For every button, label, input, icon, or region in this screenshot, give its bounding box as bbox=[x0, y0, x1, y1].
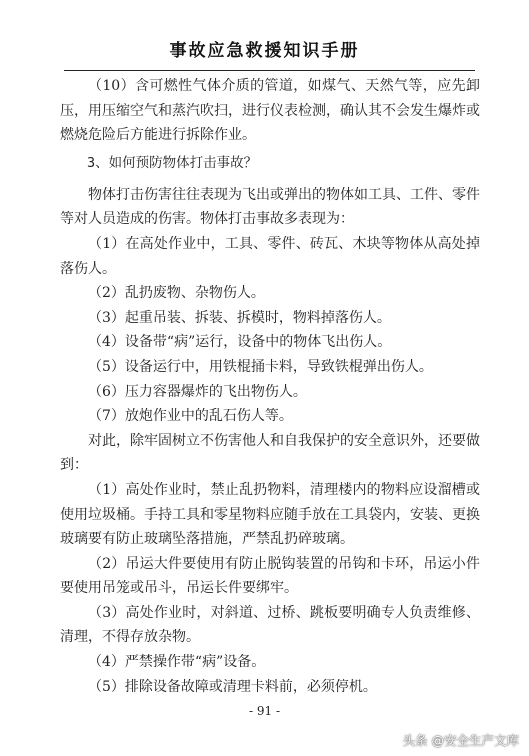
list-item: （1）高处作业时，禁止乱扔物料，清理楼内的物料应设溜槽或使用垃圾桶。手持工具和零星物料应随手放在工具袋内，安装、更换玻璃要有防止玻璃坠落措施，严禁乱扔碎玻璃。 bbox=[60, 481, 480, 548]
list-item: （3）起重吊装、拆装、拆模时，物料掉落伤人。 bbox=[88, 309, 391, 326]
list-item: （5）设备运行中，用铁棍捅卡料，导致铁棍弹出伤人。 bbox=[88, 358, 433, 375]
list-item: （2）乱扔废物、杂物伤人。 bbox=[88, 285, 265, 302]
list-item: （4）设备带“病”运行，设备中的物体飞出伤人。 bbox=[88, 334, 392, 351]
paragraph-intro: 物体打击伤害往往表现为飞出或弹出的物体如工具、工件、零件等对人员造成的伤害。物体打击事故多表现为： bbox=[60, 186, 480, 228]
list-item: （2）吊运大件要使用有防止脱钩装置的吊钩和卡环，吊运小件要使用吊笼或吊斗，吊运长件要绑牢。 bbox=[60, 555, 480, 597]
watermark: 头条 @安全生产文库 bbox=[402, 733, 519, 748]
list-item: （7）放炮作业中的乱石伤人等。 bbox=[88, 408, 293, 425]
list-item: （1）在高处作业中，工具、零件、砖瓦、木块等物体从高处掉落伤人。 bbox=[60, 235, 480, 277]
list-item: （4）严禁操作带“病”设备。 bbox=[88, 654, 266, 671]
header-rule bbox=[64, 70, 475, 71]
list-item: （5）排除设备故障或清理卡料前，必须停机。 bbox=[88, 678, 377, 695]
page-body bbox=[60, 74, 480, 699]
list-item: （6）压力容器爆炸的飞出物伤人。 bbox=[88, 383, 307, 400]
list-item: （3）高处作业时，对斜道、过桥、跳板要明确专人负责维修、清理，不得存放杂物。 bbox=[60, 604, 480, 646]
page-number: - 91 - bbox=[248, 704, 280, 718]
paragraph-measures: 对此，除牢固树立不伤害他人和自我保护的安全意识外，还要做到： bbox=[60, 432, 480, 474]
paragraph-item-10: （10）含可燃性气体介质的管道，如煤气、天然气等，应先卸压，用压缩空气和蒸汽吹扫，进行仪表检测，确认其不会发生爆炸或燃烧危险后方能进行拆除作业。 bbox=[60, 78, 480, 144]
section-heading: 3、如何预防物体打击事故？ bbox=[87, 154, 258, 171]
page-header-title: 事故应急救援知识手册 bbox=[169, 41, 360, 61]
